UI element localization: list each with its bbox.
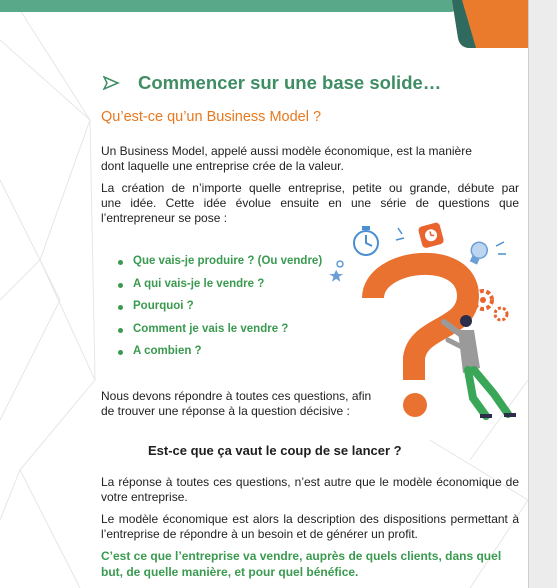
list-item [118, 345, 322, 368]
top-orange-shape [452, 0, 528, 48]
bullet-dot [118, 260, 123, 265]
definition-paragraph [101, 512, 519, 542]
list-item-text: A qui vais-je le vendre ? [133, 277, 265, 290]
top-green-band [0, 0, 460, 12]
bullet-dot [118, 350, 123, 355]
list-item [118, 323, 322, 346]
list-item [118, 255, 322, 278]
text-line: de trouver une réponse à la question décisive : [101, 404, 350, 418]
text-line: La création de n’importe quelle entreprise, petite ou grande, débute par [101, 181, 519, 195]
answer-paragraph [101, 389, 371, 419]
list-item-text: Que vais-je produire ? (Ou vendre) [133, 255, 323, 267]
conclusion-text: C’est ce que l’entreprise va vendre, auprès de quels clients, dans quel but, de quelle manière, et pour quel bénéfice. [101, 549, 502, 579]
bullet-dot [118, 305, 123, 310]
text-line: l’entrepreneur se pose : [101, 211, 228, 225]
question-list [118, 255, 322, 368]
lightbulb-icon [466, 240, 490, 267]
list-item [118, 278, 322, 301]
text-line: Nous devons répondre à toutes ces questions, afin [101, 389, 372, 403]
text-line: une idée. Cette idée évolue ensuite en une série de questions que [101, 196, 519, 210]
bullet-dot [118, 283, 123, 288]
bullet-dot [118, 328, 123, 333]
key-question: Est-ce que ça vaut le coup de se lancer ? [148, 443, 402, 458]
list-item-text: A combien ? [133, 345, 202, 357]
person-pushing-illustration [444, 315, 516, 418]
section-heading: Commencer sur une base solide… [138, 72, 442, 93]
text-line: dont laquelle une entreprise crée de la valeur. [101, 159, 344, 173]
text-line: La réponse à toutes ces questions, n’est autre que le modèle économique de [101, 475, 519, 489]
text-line: Un Business Model, appelé aussi modèle économique, est la manière [101, 144, 472, 158]
alarm-icon [418, 222, 445, 249]
answer-all-paragraph [101, 475, 519, 505]
list-item-text: Pourquoi ? [133, 300, 194, 312]
text-line: votre entreprise. [101, 490, 188, 504]
intro-paragraph [101, 144, 519, 174]
list-item-text: Comment je vais le vendre ? [133, 322, 289, 335]
text-line: l’entreprise de répondre à un besoin et de générer un profit. [101, 527, 418, 541]
arrow-bullet-icon [103, 75, 121, 91]
clock-icon [354, 226, 378, 255]
subheading: Qu’est-ce qu’un Business Model ? [101, 109, 322, 125]
text-line: Le modèle économique est alors la description des dispositions permettant à [101, 512, 519, 526]
list-item [118, 300, 322, 323]
